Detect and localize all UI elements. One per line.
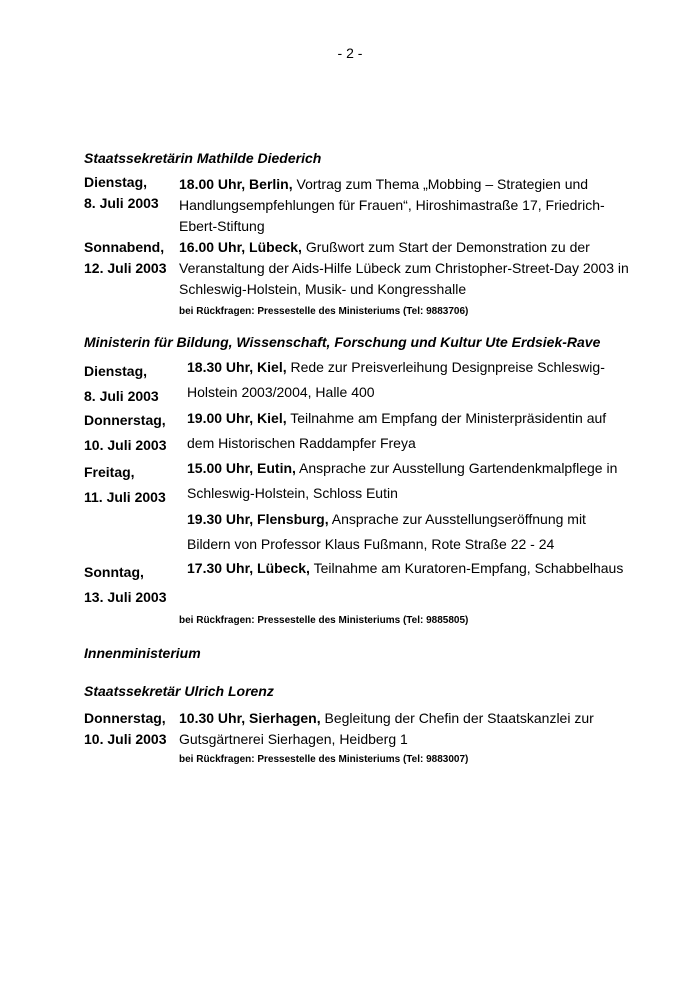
entry-text xyxy=(187,406,627,456)
entry-date-value: 8. Juli 2003 xyxy=(84,195,159,211)
entry-date xyxy=(84,237,184,279)
entry-text xyxy=(179,708,629,750)
entry-description: Begleitung der Chefin der Staatskanzlei zur Gutsgärtnerei Sierhagen, Heidberg 1 xyxy=(179,710,594,747)
entry-time-place: 19.00 Uhr, Kiel, xyxy=(187,410,287,426)
entry-description: Ansprache zur Ausstellungseröffnung mit Bildern von Professor Klaus Fußmann, Rote Straße 22 - 24 xyxy=(187,511,586,552)
entry-time-place: 17.30 Uhr, Lübeck, xyxy=(187,560,310,576)
section-heading: Staatssekretär Ulrich Lorenz xyxy=(84,683,274,699)
entry-day: Sonnabend, xyxy=(84,239,165,255)
entry-date-value: 10. Juli 2003 xyxy=(84,437,167,453)
press-contact-note: bei Rückfragen: Pressestelle des Ministeriums (Tel: 9883706) xyxy=(179,306,469,317)
entry-day: Dienstag, xyxy=(84,363,148,379)
entry-time-place: 15.00 Uhr, Eutin, xyxy=(187,460,296,476)
ministry-heading: Innenministerium xyxy=(84,645,201,661)
entry-text xyxy=(187,355,627,405)
entry-date-value: 12. Juli 2003 xyxy=(84,260,167,276)
entry-date xyxy=(84,359,184,409)
entry-date-value: 8. Juli 2003 xyxy=(84,388,159,404)
entry-text xyxy=(179,174,629,237)
entry-day: Donnerstag, xyxy=(84,710,166,726)
entry-time-place: 16.00 Uhr, Lübeck, xyxy=(179,239,302,255)
entry-date-value: 13. Juli 2003 xyxy=(84,589,167,605)
entry-date xyxy=(84,172,184,214)
entry-date-value: 11. Juli 2003 xyxy=(84,489,166,505)
press-contact-note: bei Rückfragen: Pressestelle des Ministeriums (Tel: 9883007) xyxy=(179,754,469,765)
entry-description: Teilnahme am Empfang der Ministerpräsidentin auf dem Historischen Raddampfer Freya xyxy=(187,410,607,451)
entry-text xyxy=(187,456,627,506)
entry-time-place: 18.00 Uhr, Berlin, xyxy=(179,176,293,192)
entry-description: Teilnahme am Kuratoren-Empfang, Schabbelhaus xyxy=(309,560,624,576)
entry-description: Vortrag zum Thema „Mobbing – Strategien und Handlungsempfehlungen für Frauen“, Hiroshimastraße 17, Friedrich-Ebert-Stiftung xyxy=(179,176,605,234)
entry-day: Freitag, xyxy=(84,464,135,480)
entry-description: Ansprache zur Ausstellung Gartendenkmalpflege in Schleswig-Holstein, Schloss Eutin xyxy=(187,460,618,501)
page-number: - 2 - xyxy=(337,45,363,61)
entry-date-value: 10. Juli 2003 xyxy=(84,731,167,747)
entry-time-place: 10.30 Uhr, Sierhagen, xyxy=(179,710,321,726)
entry-date xyxy=(84,408,184,458)
entry-day: Sonntag, xyxy=(84,564,144,580)
entry-date xyxy=(84,560,184,610)
entry-text xyxy=(179,237,629,300)
entry-description: Grußwort zum Start der Demonstration zu der Veranstaltung der Aids-Hilfe Lübeck zum Christopher-Street-Day 2003 in Schleswig-Holstein, Musik- und Kongresshalle xyxy=(179,239,629,297)
press-contact-note: bei Rückfragen: Pressestelle des Ministeriums (Tel: 9885805) xyxy=(179,615,469,626)
entry-time-place: 18.30 Uhr, Kiel, xyxy=(187,359,287,375)
entry-text xyxy=(187,556,627,581)
entry-time-place: 19.30 Uhr, Flensburg, xyxy=(187,511,329,527)
entry-day: Donnerstag, xyxy=(84,412,166,428)
entry-description: Rede zur Preisverleihung Designpreise Schleswig-Holstein 2003/2004, Halle 400 xyxy=(187,359,605,400)
entry-date xyxy=(84,708,184,750)
entry-text xyxy=(187,507,627,557)
section-heading: Staatssekretärin Mathilde Diederich xyxy=(84,150,322,166)
entry-date xyxy=(84,460,184,510)
entry-day: Dienstag, xyxy=(84,174,148,190)
section-heading: Ministerin für Bildung, Wissenschaft, Forschung und Kultur Ute Erdsiek-Rave xyxy=(84,334,601,350)
